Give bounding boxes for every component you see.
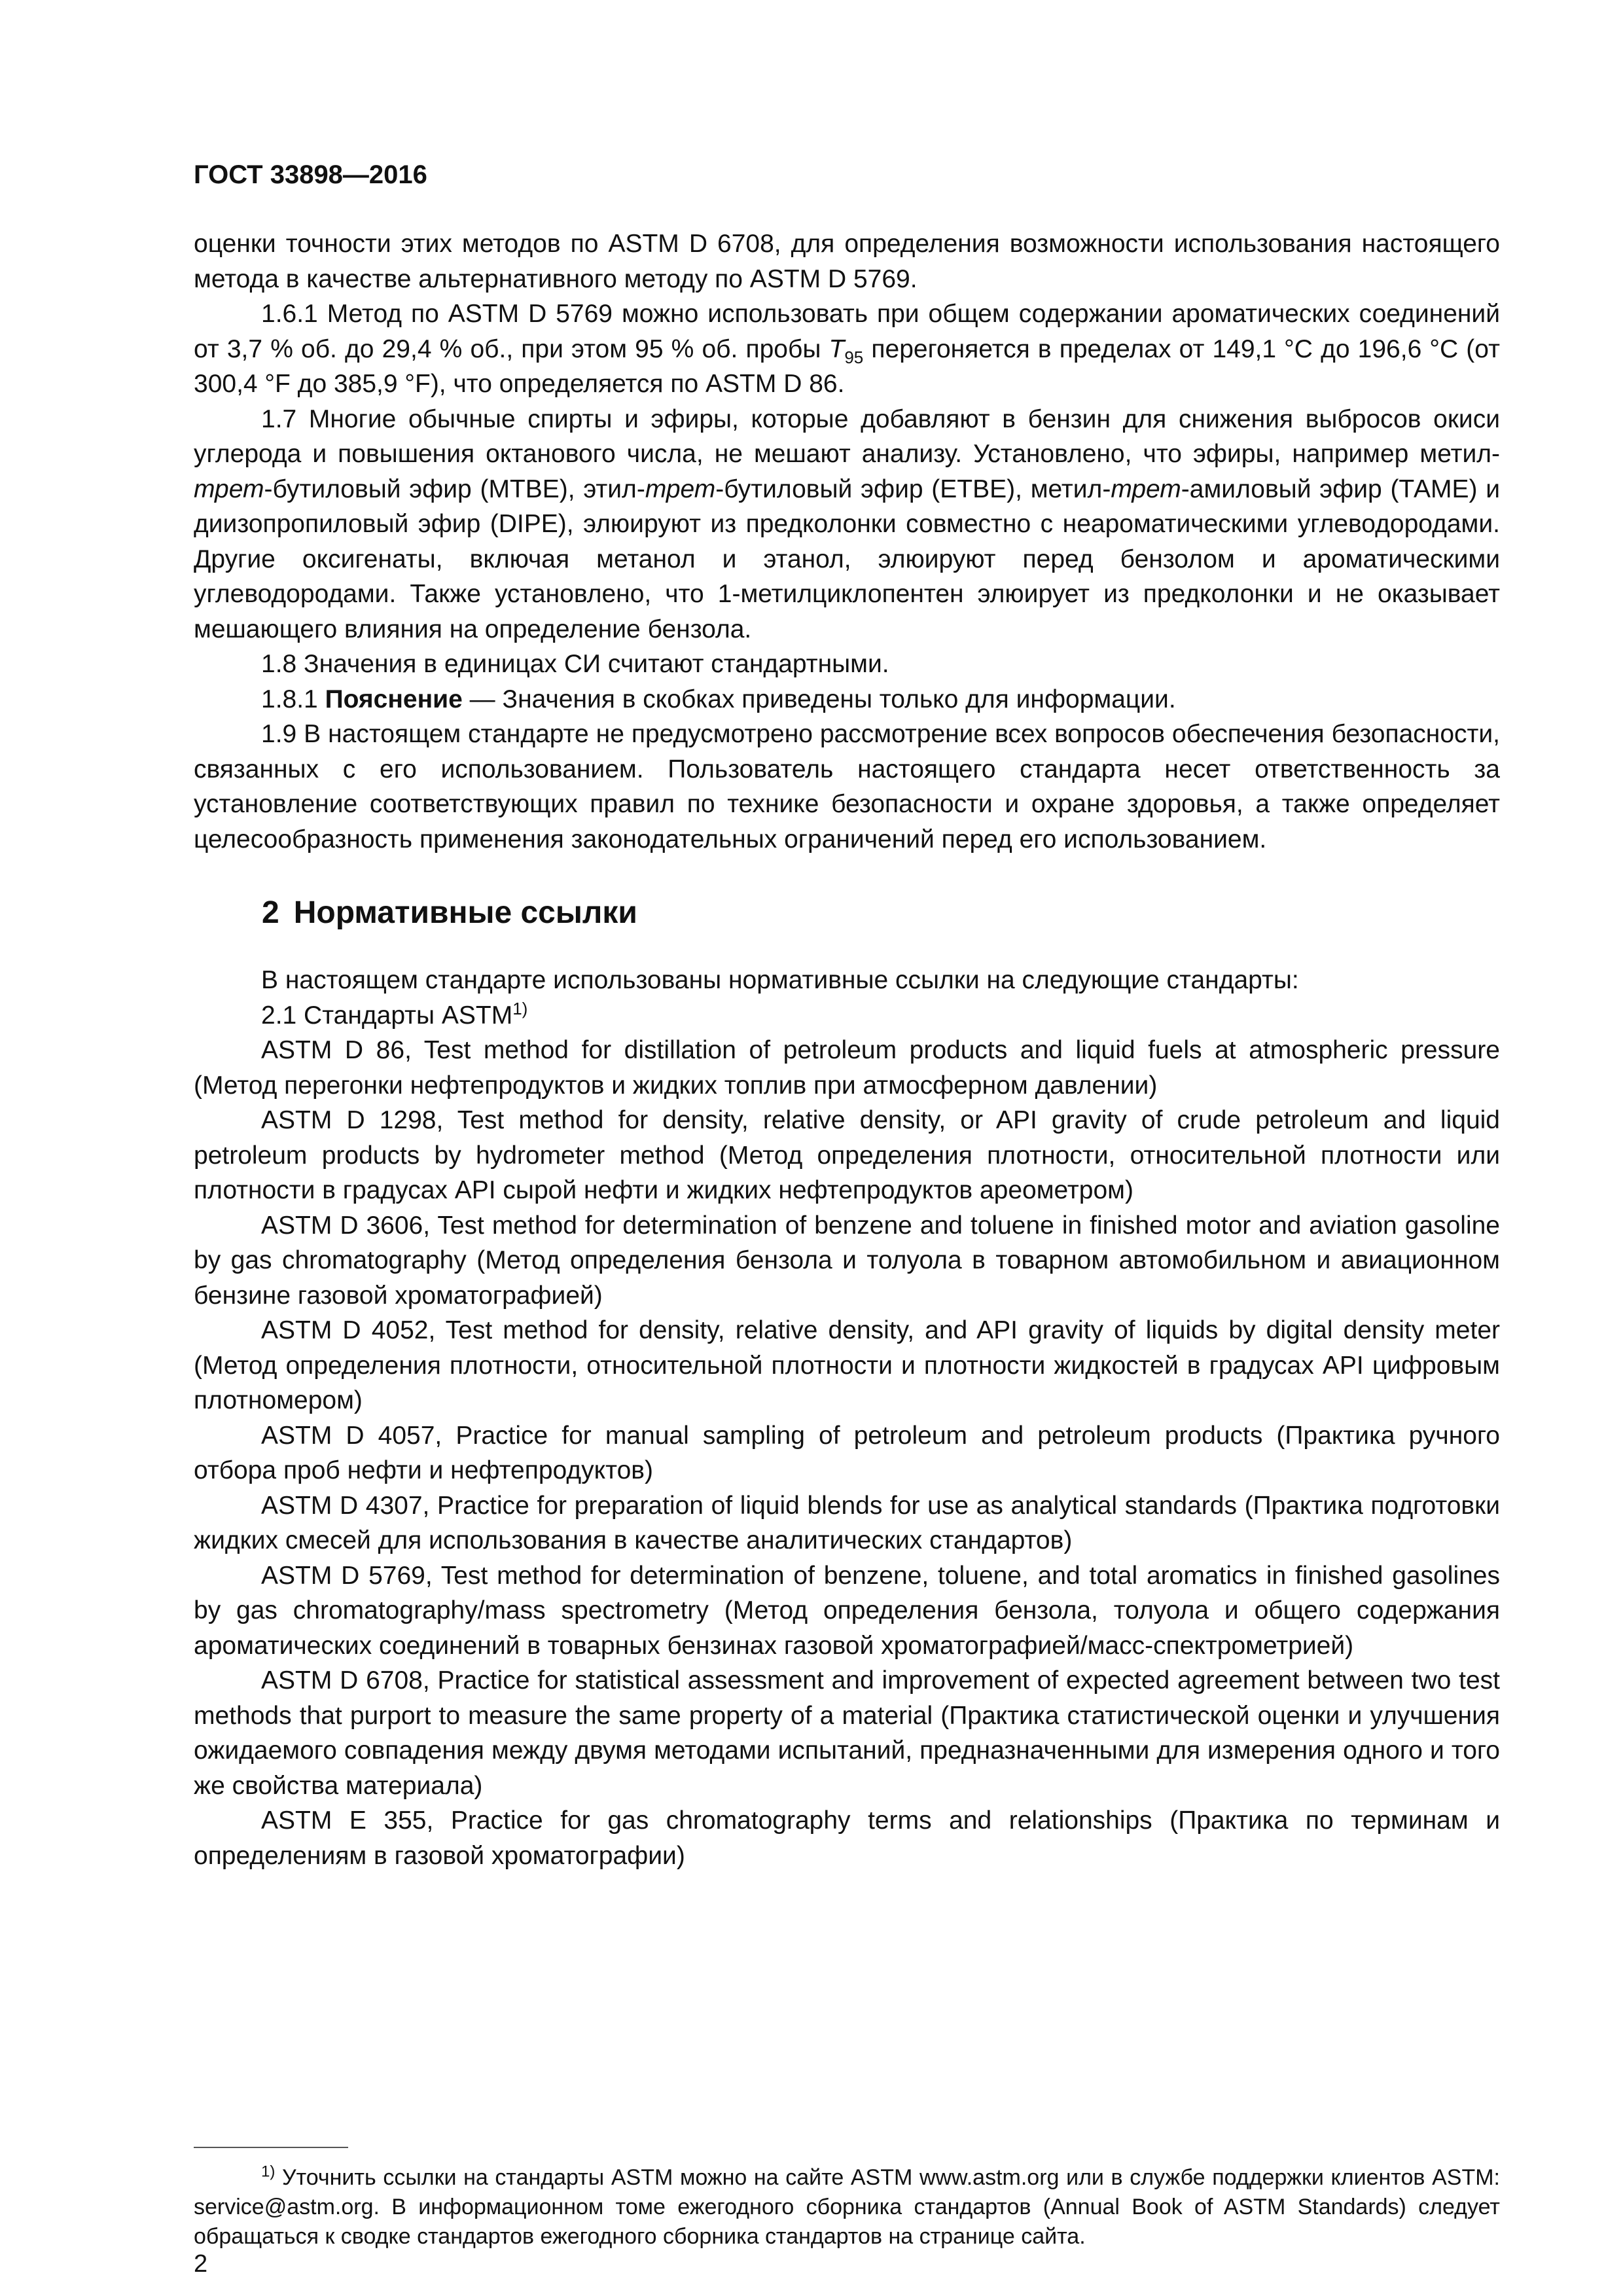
footnote-body: Уточнить ссылки на стандарты ASTM можно на сайте ASTM www.astm.org или в службе поддержки клиентов ASTM: service@astm.org. В информационном томе ежегодного сборника стандартов (Annual Book of ASTM Standards) следует обращаться к сводке стандартов ежегодного сборника стандартов на странице сайта.: [194, 2165, 1500, 2249]
footnote-mark: 1): [261, 2162, 276, 2181]
note-label: Пояснение: [325, 685, 463, 713]
italic-term: трет: [645, 475, 716, 503]
clause-number: 1.8.1: [261, 685, 325, 713]
clause-text: 1.6.1 Метод по ASTM D 5769 можно использовать при общем содержании ароматических соединений от 3,7 % об. до 29,4 % об., при этом 95 % об. пробы: [194, 300, 1500, 363]
clause-text: -амиловый эфир (ТАМЕ) и диизопропиловый эфир (DIPE), элюируют из предколонки совместно с неароматическими углеводородами. Другие оксигенаты, включая метанол и этанол, элюируют перед бензолом и ароматическими углеводородами. Также установлено, что 1-метилциклопентен элюирует из предколонки и не оказывает мешающего влияния на определение бензола.: [194, 475, 1500, 643]
section-lead: В настоящем стандарте использованы нормативные ссылки на следующие стандарты:: [261, 966, 1299, 994]
italic-term: трет: [194, 475, 264, 503]
clause-text: — Значения в скобках приведены только для информации.: [462, 685, 1176, 713]
reference-item: ASTM D 4307, Practice for preparation of liquid blends for use as analytical standards (Практика подготовки жидких смесей для использования в качестве аналитических стандартов): [194, 1491, 1500, 1554]
document-header: ГОСТ 33898—2016: [194, 160, 427, 189]
clause-text: -бутиловый эфир (ЕТВЕ), метил-: [715, 475, 1111, 503]
footnote-divider: [194, 2147, 348, 2148]
clause-1-6-1: [194, 296, 1500, 402]
reference-item: ASTM E 355, Practice for gas chromatography terms and relationships (Практика по терминам и определениям в газовой хроматографии): [194, 1806, 1500, 1870]
clause-1-9: 1.9 В настоящем стандарте не предусмотрено рассмотрение всех вопросов обеспечения безопасности, связанных с его использованием. Пользователь настоящего стандарта несет ответственность за установление соответствующих правил по технике безопасности и охране здоровья, а также определяет целесообразность применения законодательных ограничений перед его использованием.: [194, 720, 1500, 853]
symbol-t: T: [829, 334, 845, 363]
footnote-text: [194, 2163, 1500, 2251]
page-content: [194, 226, 1500, 1873]
clause-text: перегоняется в пределах от 149,1 °С до 196,6 °С (от 300,4 °F до 385,9 °F), что определяется по ASTM D 86.: [194, 334, 1500, 398]
clause-text: 1.7 Многие обычные спирты и эфиры, которые добавляют в бензин для снижения выбросов окиси углерода и повышения октанового числа, не мешают анализу. Установлено, что эфиры, например метил-: [194, 404, 1500, 468]
clause-text: -бутиловый эфир (МТВЕ), этил-: [264, 475, 645, 503]
reference-item: ASTM D 1298, Test method for density, relative density, or API gravity of crude petroleum and liquid petroleum products by hydrometer method (Метод определения плотности, относительной плотности или плотности в градусах API сырой нефти и жидких нефтепродуктов ареометром): [194, 1106, 1500, 1204]
clause-1-8: 1.8 Значения в единицах СИ считают стандартными.: [261, 650, 889, 678]
subsection-label: 2.1 Стандарты ASTM: [261, 1001, 513, 1030]
reference-item: ASTM D 4057, Practice for manual sampling of petroleum and petroleum products (Практика ручного отбора проб нефти и нефтепродуктов): [194, 1421, 1500, 1484]
page-number: 2: [194, 2250, 208, 2278]
footnote-reference: 1): [512, 998, 528, 1018]
section-heading: [262, 893, 1500, 933]
paragraph-continuation: оценки точности этих методов по ASTM D 6708, для определения возможности использования настоящего метода в качестве альтернативного методу по ASTM D 5769.: [194, 230, 1500, 293]
italic-term: трет: [1111, 475, 1181, 503]
section-title: Нормативные ссылки: [293, 895, 637, 930]
clause-1-7: [194, 402, 1500, 647]
section-number: 2: [262, 895, 279, 930]
reference-item: ASTM D 3606, Test method for determination of benzene and toluene in finished motor and aviation gasoline by gas chromatography (Метод определения бензола и толуола в товарном автомобильном и авиационном бензине газовой хроматографией): [194, 1211, 1500, 1310]
reference-item: ASTM D 6708, Practice for statistical assessment and improvement of expected agreement between two test methods that purport to measure the same property of a material (Практика статистической оценки и улучшения ожидаемого совпадения между двумя методами испытаний, предназначенными для измерения одного и того же свойства материала): [194, 1666, 1500, 1800]
symbol-subscript: 95: [844, 347, 864, 367]
subsection-2-1: [194, 998, 1500, 1033]
reference-item: ASTM D 4052, Test method for density, relative density, and API gravity of liquids by digital density meter (Метод определения плотности, относительной плотности и плотности жидкостей в градусах API цифровым плотномером): [194, 1316, 1500, 1414]
reference-item: ASTM D 5769, Test method for determination of benzene, toluene, and total aromatics in finished gasolines by gas chromatography/mass spectrometry (Метод определения бензола, толуола и общего содержания ароматических соединений в товарных бензинах газовой хроматографией/масс-спектрометрией): [194, 1561, 1500, 1660]
reference-item: ASTM D 86, Test method for distillation of petroleum products and liquid fuels at atmospheric pressure (Метод перегонки нефтепродуктов и жидких топлив при атмосферном давлении): [194, 1036, 1500, 1100]
footnote: [194, 2163, 1500, 2251]
clause-1-8-1: [194, 682, 1500, 717]
